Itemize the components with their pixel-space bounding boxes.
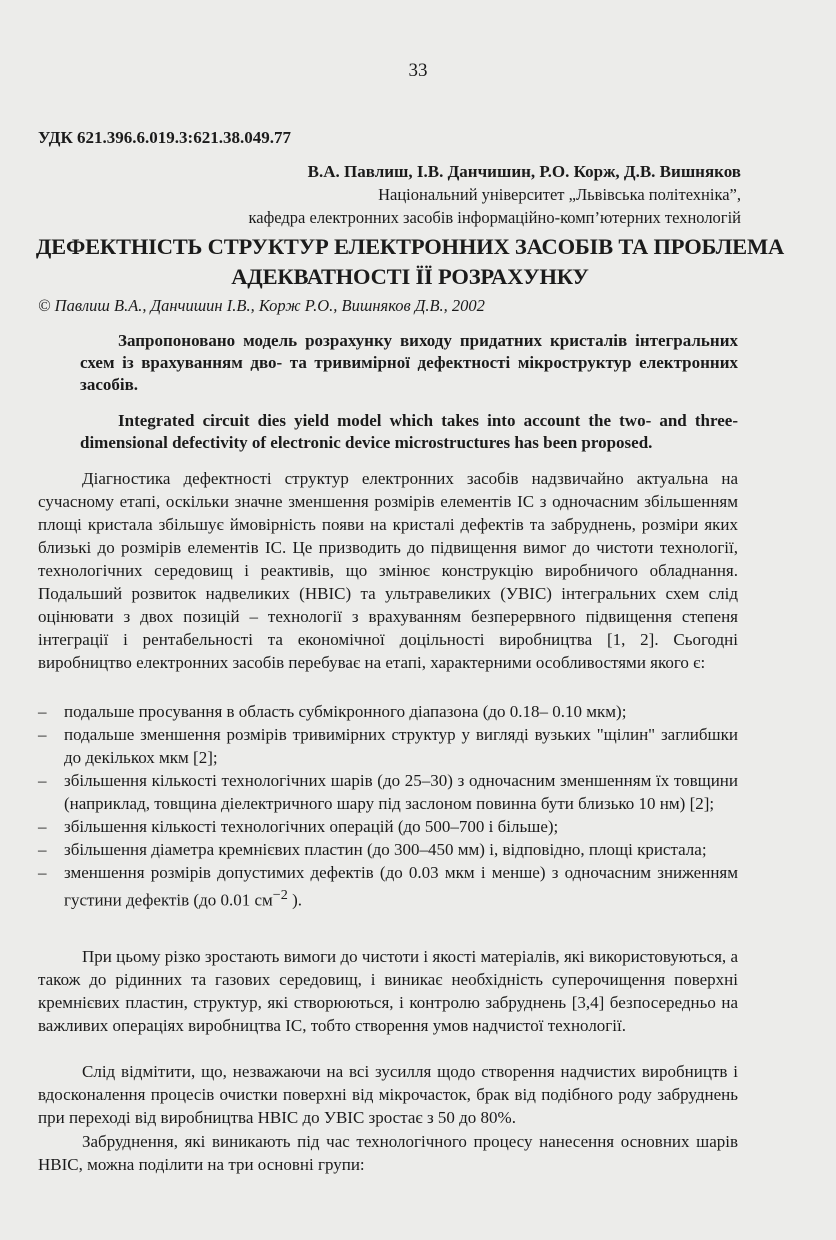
paragraph-3-text: Слід відмітити, що, незважаючи на всі зусилля щодо створення надчистих виробництв і вдосконалення процесів очистки поверхні від мікрочасток, брак від подібного роду забруднень при переході від виробництва НВІС до УВІС зростає з 50 до 80%. (38, 1062, 738, 1127)
bullet-dash: – (38, 702, 47, 721)
bullet-dash: – (38, 725, 47, 744)
list-item-text: подальше просування в область субмікронного діапазона (до 0.18– 0.10 мкм); (64, 702, 627, 721)
affiliation-department: кафедра електронних засобів інформаційно-комп’ютерних технологій (248, 208, 741, 227)
title-line-2: АДЕКВАТНОСТІ ЇЇ РОЗРАХУНКУ (231, 264, 589, 289)
superscript-exponent: −2 (272, 887, 288, 903)
list-item-text: збільшення діаметра кремнієвих пластин (до 300–450 мм) і, відповідно, площі кристала; (64, 840, 707, 859)
list-item-text: зменшення розмірів допустимих дефектів (до 0.03 мкм і менше) з одночасним зниженням густини дефектів (до 0.01 см (64, 863, 738, 910)
abstract-english (80, 410, 738, 454)
author-block (249, 160, 741, 229)
authors: В.А. Павлиш, І.В. Данчишин, Р.О. Корж, Д.В. Вишняков (307, 162, 741, 181)
page-number: 33 (408, 60, 428, 81)
paragraph-4-text: Забруднення, які виникають під час технологічного процесу нанесення основних шарів НВІС, можна поділити на три основні групи: (38, 1132, 738, 1174)
list-item (38, 861, 738, 912)
bullet-dash: – (38, 863, 47, 882)
bullet-list (38, 700, 738, 912)
list-item (38, 700, 738, 723)
list-item-text: збільшення кількості технологічних операцій (до 500–700 і більше); (64, 817, 559, 836)
paragraph-1 (38, 467, 738, 674)
abstract-ukrainian (80, 330, 738, 396)
list-item (38, 723, 738, 769)
list-item (38, 815, 738, 838)
list-item-text: подальше зменшення розмірів тривимірних структур у вигляді вузьких "щілин" заглибшки до декількох мкм [2]; (64, 725, 738, 767)
bullet-dash: – (38, 771, 47, 790)
paragraph-1-text: Діагностика дефектності структур електронних засобів надзвичайно актуальна на сучасному етапі, оскільки значне зменшення розмірів елементів ІС з одночасним збільшенням площі кристала збільшує ймовірність появи на кристалі дефектів та забруднень, розміри яких близькі до розмірів елементів ІС. Це призводить до підвищення вимог до чистоти технології, технологічних середовищ і реактивів, що змінює конструкцію виробничого обладнання. Подальший розвиток надвеликих (НВІС) та ультравеликих (УВІС) інтегральних схем слід оцінювати з двох позицій – технології з врахуванням безперервного підвищення степеня інтеграції і рентабельності та економічної доцільності виробництва [1, 2]. Сьогодні виробництво електронних засобів перебуває на етапі, характерними особливостями якого є: (38, 469, 738, 672)
title-line-1: ДЕФЕКТНІСТЬ СТРУКТУР ЕЛЕКТРОННИХ ЗАСОБІВ ТА ПРОБЛЕМА (35, 234, 785, 259)
list-item (38, 838, 738, 861)
bullet-dash: – (38, 817, 47, 836)
bullet-dash: – (38, 840, 47, 859)
copyright-line: © Павлиш В.А., Данчишин І.В., Корж Р.О., Вишняков Д.В., 2002 (38, 296, 485, 315)
article-title (30, 232, 790, 292)
affiliation-university: Національний університет „Львівська політехніка”, (378, 185, 741, 204)
paragraph-3 (38, 1060, 738, 1129)
list-item-text: збільшення кількості технологічних шарів (до 25–30) з одночасним зменшенням їх товщини (наприклад, товщина діелектричного шару під заслоном повинна бути близько 10 нм) [2]; (64, 771, 738, 813)
paragraph-2-text: При цьому різко зростають вимоги до чистоти і якості матеріалів, які використовуються, а також до рідинних та газових середовищ, і виникає необхідність суперочищення поверхні кремнієвих пластин, структур, які створюються, і контролю забруднень [3,4] безпосередньо на важливих операціях виробництва ІС, тобто створення умов надчистої технології. (38, 947, 738, 1035)
paragraph-2 (38, 945, 738, 1037)
list-item-text-end: ). (287, 890, 303, 910)
abstract-english-text: Integrated circuit dies yield model which takes into account the two- and three-dimensional defectivity of electronic device microstructures has been proposed. (80, 411, 738, 452)
abstract-ukrainian-text: Запропоновано модель розрахунку виходу придатних кристалів інтегральних схем із врахуванням дво- та тривимірної дефектності мікроструктур електронних засобів. (80, 331, 738, 394)
udk-code: УДК 621.396.6.019.3:621.38.049.77 (38, 128, 291, 147)
paragraph-4 (38, 1130, 738, 1176)
list-item (38, 769, 738, 815)
